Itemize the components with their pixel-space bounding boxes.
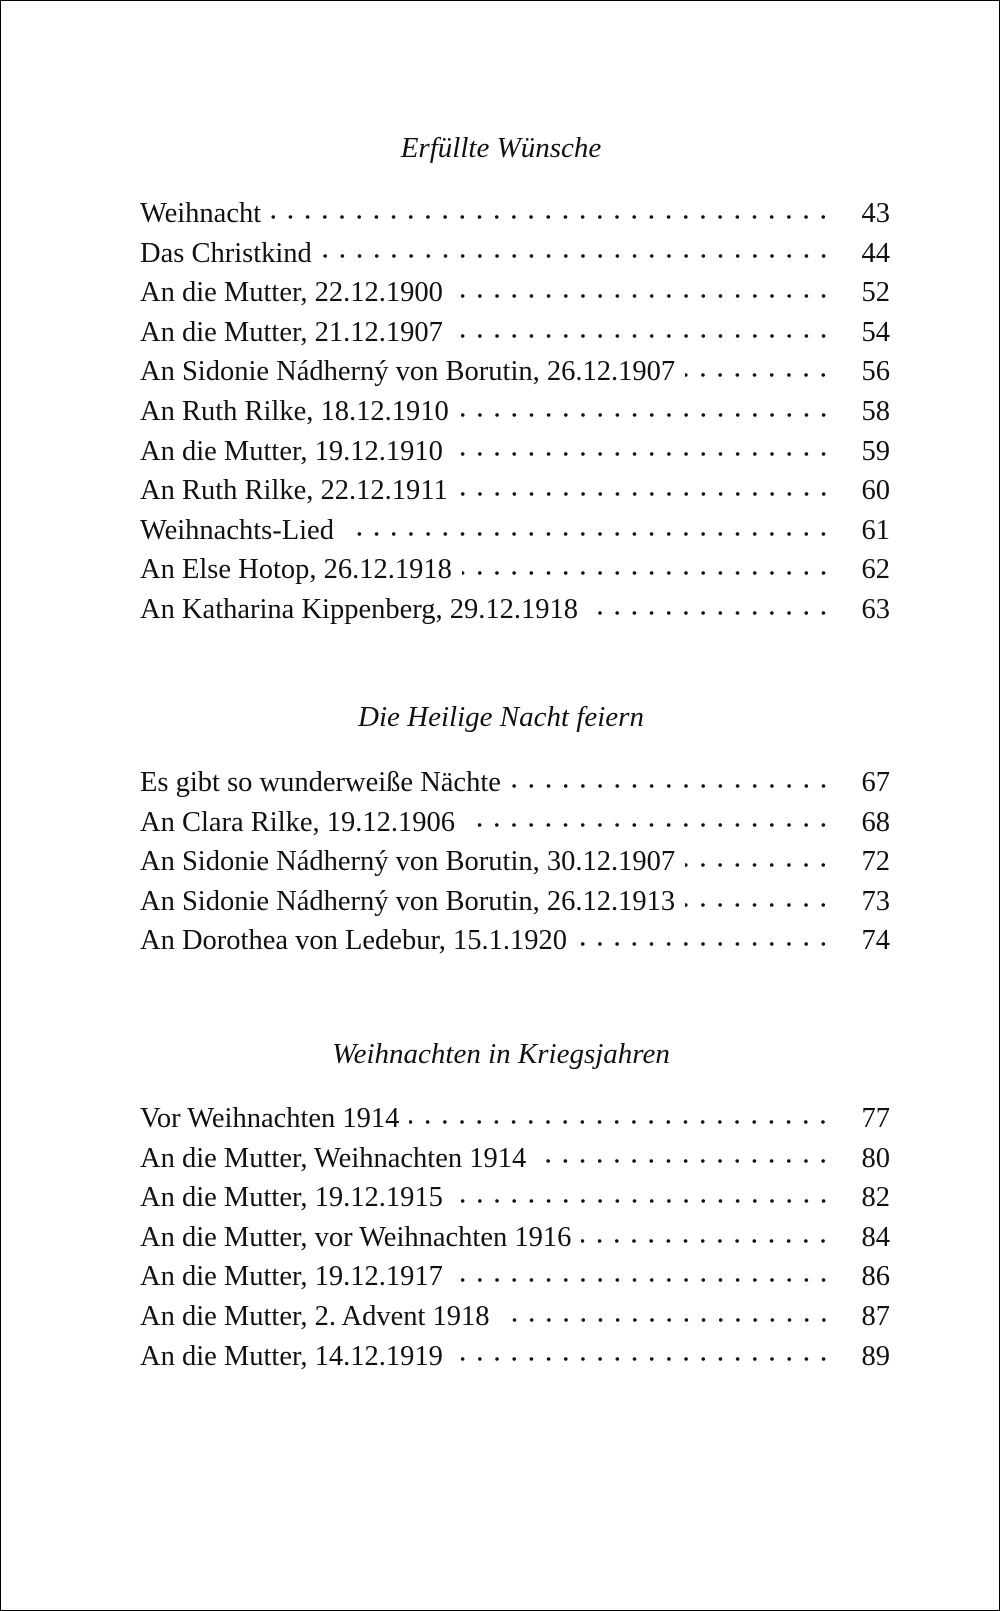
page-number: 58 bbox=[861, 395, 890, 427]
dot-leader bbox=[465, 815, 832, 835]
toc-entry bbox=[140, 1099, 890, 1139]
toc-list bbox=[140, 1099, 890, 1376]
dot-leader bbox=[322, 246, 832, 266]
dot-leader bbox=[459, 405, 832, 425]
entry-title: An die Mutter, 19.12.1910 bbox=[140, 435, 443, 467]
toc-entry bbox=[140, 842, 890, 882]
dot-leader bbox=[453, 326, 832, 346]
page-number: 43 bbox=[861, 198, 890, 229]
dot-leader bbox=[453, 1349, 832, 1369]
entry-title: An die Mutter, 14.12.1919 bbox=[140, 1340, 443, 1372]
page-number: 59 bbox=[861, 435, 890, 467]
toc-entry bbox=[140, 352, 890, 392]
toc-entry bbox=[140, 763, 890, 803]
entry-title: An die Mutter, 19.12.1915 bbox=[140, 1182, 443, 1214]
entry-title: An Sidonie Nádherný von Borutin, 30.12.1907 bbox=[140, 846, 676, 878]
entry-title: An Katharina Kippenberg, 29.12.1918 bbox=[140, 593, 578, 625]
toc-entry bbox=[140, 1178, 890, 1218]
dot-leader bbox=[536, 1151, 832, 1171]
entry-title: An Sidonie Nádherný von Borutin, 26.12.1907 bbox=[140, 356, 676, 388]
toc-entry bbox=[140, 511, 890, 551]
entry-title: Weihnacht bbox=[140, 198, 262, 229]
dot-leader bbox=[271, 207, 832, 227]
toc-entry bbox=[140, 1337, 890, 1377]
section-title: Erfüllte Wünsche bbox=[400, 132, 602, 164]
dot-leader bbox=[500, 1310, 832, 1330]
entry-title: An die Mutter, 19.12.1917 bbox=[140, 1261, 443, 1293]
page-number: 87 bbox=[861, 1300, 890, 1332]
entry-title: An Clara Rilke, 19.12.1906 bbox=[140, 806, 456, 838]
toc-entry bbox=[140, 1218, 890, 1258]
dot-leader bbox=[685, 855, 832, 875]
page-number: 74 bbox=[861, 925, 890, 957]
entry-title: An Ruth Rilke, 18.12.1910 bbox=[140, 395, 449, 427]
page-number: 80 bbox=[861, 1142, 890, 1174]
toc-entry bbox=[140, 234, 890, 274]
entry-title: An die Mutter, Weihnachten 1914 bbox=[140, 1142, 527, 1174]
page-number: 86 bbox=[861, 1261, 890, 1293]
dot-leader bbox=[453, 1191, 832, 1211]
page-number: 44 bbox=[861, 237, 890, 269]
toc-entry bbox=[140, 803, 890, 843]
section-title: Weihnachten in Kriegsjahren bbox=[332, 1038, 670, 1070]
toc-entry bbox=[140, 550, 890, 590]
toc-entry bbox=[140, 1257, 890, 1297]
entry-title: An die Mutter, 2. Advent 1918 bbox=[140, 1300, 490, 1332]
toc-list bbox=[140, 194, 890, 630]
dot-leader bbox=[511, 776, 832, 796]
entry-title: An die Mutter, 21.12.1907 bbox=[140, 316, 443, 348]
entry-title: Vor Weihnachten 1914 bbox=[140, 1103, 400, 1134]
page-number: 56 bbox=[861, 356, 890, 388]
toc-entry bbox=[140, 313, 890, 353]
toc-entry bbox=[140, 471, 890, 511]
page-number: 82 bbox=[861, 1182, 890, 1214]
toc-entry bbox=[140, 590, 890, 630]
dot-leader bbox=[409, 1112, 832, 1132]
page-number: 89 bbox=[861, 1340, 890, 1372]
page-number: 52 bbox=[861, 277, 890, 309]
dot-leader bbox=[588, 603, 832, 623]
toc-entry bbox=[140, 194, 890, 234]
toc-entry bbox=[140, 1297, 890, 1337]
entry-title: Das Christkind bbox=[140, 237, 312, 269]
toc-entry bbox=[140, 432, 890, 472]
dot-leader bbox=[453, 444, 832, 464]
section-title: Die Heilige Nacht feiern bbox=[358, 701, 644, 733]
dot-leader bbox=[453, 1270, 832, 1290]
toc-entry bbox=[140, 273, 890, 313]
entry-title: An Ruth Rilke, 22.12.1911 bbox=[140, 475, 448, 507]
page-number: 72 bbox=[861, 846, 890, 878]
page-number: 62 bbox=[861, 554, 890, 586]
dot-leader bbox=[462, 563, 832, 583]
entry-title: An Sidonie Nádherný von Borutin, 26.12.1913 bbox=[140, 885, 676, 917]
dot-leader bbox=[458, 484, 832, 504]
page-number: 77 bbox=[861, 1103, 890, 1134]
dot-leader bbox=[577, 934, 832, 954]
page-number: 68 bbox=[861, 806, 890, 838]
dot-leader bbox=[685, 895, 832, 915]
dot-leader bbox=[581, 1231, 832, 1251]
entry-title: An die Mutter, vor Weihnachten 1916 bbox=[140, 1221, 572, 1253]
entry-title: An Else Hotop, 26.12.1918 bbox=[140, 554, 452, 586]
toc-entry bbox=[140, 882, 890, 922]
entry-title: Es gibt so wunderweiße Nächte bbox=[140, 767, 501, 798]
entry-title: Weihnachts-Lied bbox=[140, 514, 334, 546]
page-number: 73 bbox=[861, 885, 890, 917]
entry-title: An die Mutter, 22.12.1900 bbox=[140, 277, 443, 309]
page-number: 54 bbox=[861, 316, 890, 348]
toc-entry bbox=[140, 921, 890, 961]
toc-entry bbox=[140, 1139, 890, 1179]
page-number: 61 bbox=[861, 514, 890, 546]
toc-entry bbox=[140, 392, 890, 432]
page-number: 60 bbox=[861, 475, 890, 507]
page-number: 67 bbox=[861, 767, 890, 798]
toc-list bbox=[140, 763, 890, 961]
dot-leader bbox=[344, 524, 832, 544]
dot-leader bbox=[685, 365, 832, 385]
dot-leader bbox=[453, 286, 832, 306]
page-number: 63 bbox=[861, 593, 890, 625]
entry-title: An Dorothea von Ledebur, 15.1.1920 bbox=[140, 925, 568, 957]
page-number: 84 bbox=[861, 1221, 890, 1253]
